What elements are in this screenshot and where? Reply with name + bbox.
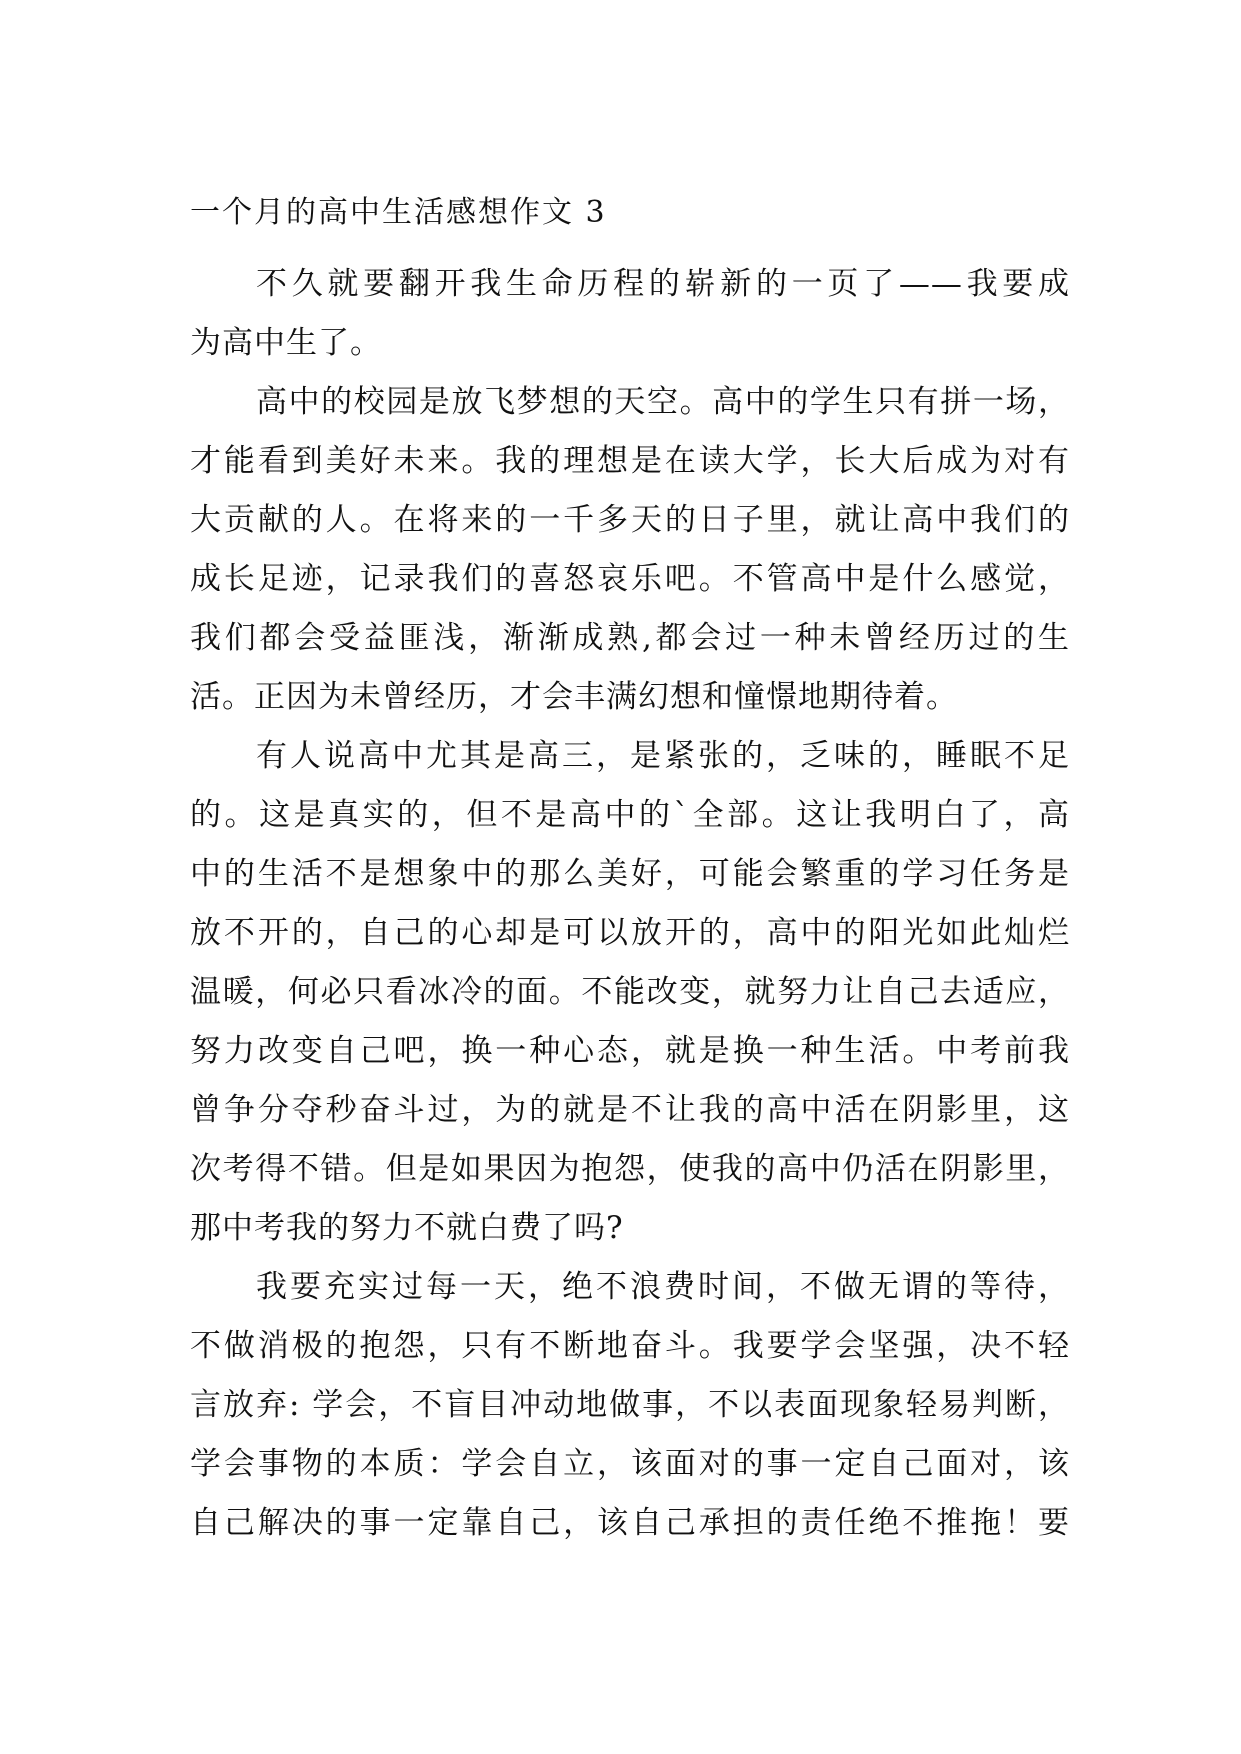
text-line: 次考得不错。但是如果因为抱怨，使我的高中仍活在阴影里， [190, 1151, 1070, 1187]
text-line: 放不开的，自己的心却是可以放开的，高中的阳光如此灿烂 [190, 915, 1070, 951]
text-line: 成长足迹，记录我们的喜怒哀乐吧。不管高中是什么感觉， [190, 561, 1070, 597]
text-line: 那中考我的努力不就白费了吗? [190, 1210, 624, 1246]
document-title: 一个月的高中生活感想作文 3 [190, 195, 607, 230]
text-line: 不久就要翻开我生命历程的崭新的一页了——我要成 [256, 266, 1070, 302]
text-line: 自己解决的事一定靠自己，该自己承担的责任绝不推拖！要 [190, 1505, 1070, 1541]
text-line: 大贡献的人。在将来的一千多天的日子里，就让高中我们的 [190, 502, 1070, 538]
text-line: 我们都会受益匪浅，渐渐成熟,都会过一种未曾经历过的生 [190, 620, 1070, 656]
text-line: 才能看到美好未来。我的理想是在读大学，长大后成为对有 [190, 443, 1070, 479]
text-line: 有人说高中尤其是高三，是紧张的，乏味的，睡眠不足 [256, 738, 1070, 774]
text-line: 高中的校园是放飞梦想的天空。高中的学生只有拼一场， [256, 384, 1070, 420]
text-line: 言放弃: 学会，不盲目冲动地做事，不以表面现象轻易判断， [190, 1387, 1070, 1423]
text-line: 努力改变自己吧，换一种心态，就是换一种生活。中考前我 [190, 1033, 1070, 1069]
text-line: 活。正因为未曾经历，才会丰满幻想和憧憬地期待着。 [190, 679, 958, 715]
text-line: 我要充实过每一天，绝不浪费时间，不做无谓的等待， [256, 1269, 1070, 1305]
text-line: 温暖，何必只看冰冷的面。不能改变，就努力让自己去适应， [190, 974, 1070, 1010]
text-line: 的。这是真实的，但不是高中的`全部。这让我明白了，高 [190, 797, 1070, 833]
text-line: 为高中生了。 [190, 325, 382, 361]
text-line: 学会事物的本质：学会自立，该面对的事一定自己面对，该 [190, 1446, 1070, 1482]
text-line: 曾争分夺秒奋斗过，为的就是不让我的高中活在阴影里，这 [190, 1092, 1070, 1128]
text-line: 不做消极的抱怨，只有不断地奋斗。我要学会坚强，决不轻 [190, 1328, 1070, 1364]
document-body [190, 255, 1070, 1553]
text-line: 中的生活不是想象中的那么美好，可能会繁重的学习任务是 [190, 856, 1070, 892]
